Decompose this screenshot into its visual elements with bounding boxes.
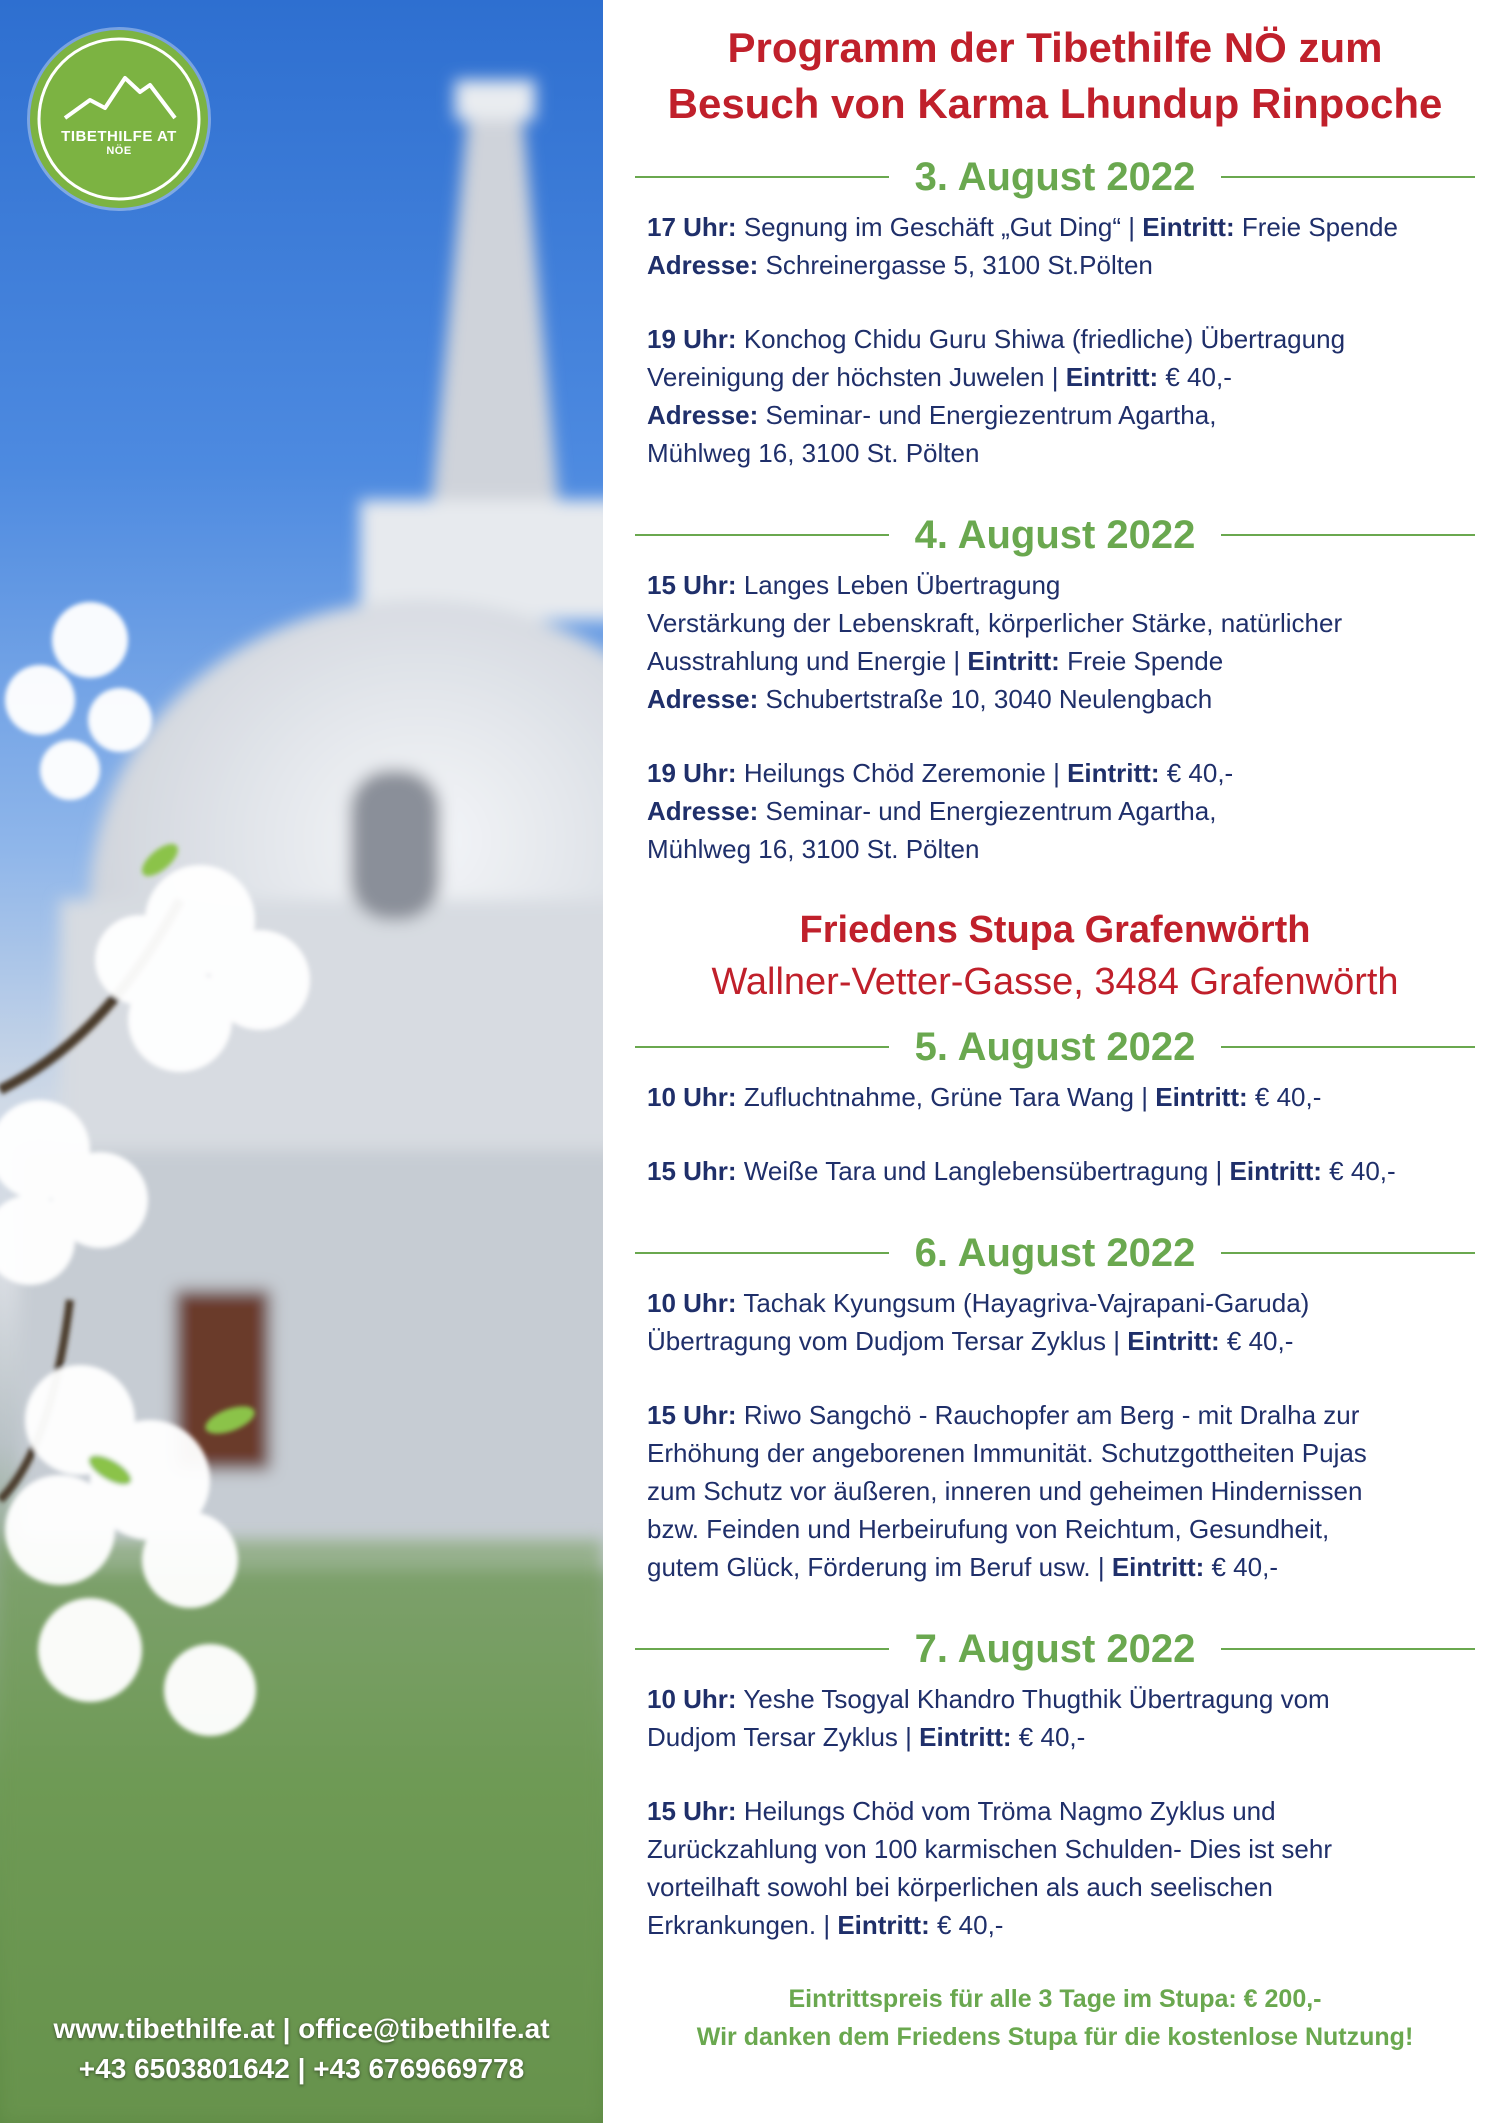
event-entry: 10 Uhr: Tachak Kyungsum (Hayagriva-Vajrapani-Garuda) Übertragung vom Dudjom Tersar Zyklus | Eintritt: € 40,- [647, 1288, 1310, 1356]
event-entry: 15 Uhr: Heilungs Chöd vom Tröma Nagmo Zyklus und Zurückzahlung von 100 karmischen Schulden- Dies ist sehr vorteilhaft sowohl bei körperlichen als auch seelischen Erkrankungen. | Eintritt: € 40,- [647, 1796, 1333, 1940]
venue-name: Friedens Stupa Grafenwörth [799, 909, 1311, 951]
program-content [635, 20, 1475, 2056]
event-entry: 15 Uhr: Weiße Tara und Langlebensübertragung | Eintritt: € 40,- [647, 1156, 1396, 1186]
date-header: 3. August 2022 [635, 150, 1475, 204]
venue-heading [635, 904, 1475, 1008]
thanks-note: Wir danken dem Friedens Stupa für die kostenlose Nutzung! [696, 2023, 1414, 2051]
contact-info [0, 2009, 603, 2089]
stupa-photo [0, 0, 603, 2123]
price-footer [635, 1980, 1475, 2056]
date-header: 6. August 2022 [635, 1226, 1475, 1280]
date-header: 4. August 2022 [635, 508, 1475, 562]
event-entry: 15 Uhr: Langes Leben Übertragung Verstärkung der Lebenskraft, körperlicher Stärke, natürlicher Ausstrahlung und Energie | Eintritt: Freie Spende Adresse: Schubertstraße 10, 3040 Neulengbach [647, 570, 1343, 714]
event-entry: 19 Uhr: Heilungs Chöd Zeremonie | Eintritt: € 40,- Adresse: Seminar- und Energiezentrum Agartha, Mühlweg 16, 3100 St. Pölten [647, 758, 1234, 864]
contact-web-email: www.tibethilfe.at | office@tibethilfe.at [53, 2013, 550, 2044]
event-entry: 10 Uhr: Yeshe Tsogyal Khandro Thugthik Übertragung vom Dudjom Tersar Zyklus | Eintritt: € 40,- [647, 1684, 1330, 1752]
contact-phones: +43 6503801642 | +43 6769669778 [78, 2053, 525, 2084]
event-entry: 19 Uhr: Konchog Chidu Guru Shiwa (friedliche) Übertragung Vereinigung der höchsten Juwelen | Eintritt: € 40,- Adresse: Seminar- und Energiezentrum Agartha, Mühlweg 16, 3100 St. Pölten [647, 324, 1346, 468]
logo-text: TIBETHILFE AT NÖE [61, 128, 177, 157]
event-entry: 10 Uhr: Zufluchtnahme, Grüne Tara Wang | Eintritt: € 40,- [647, 1082, 1322, 1112]
event-entry: 15 Uhr: Riwo Sangchö - Rauchopfer am Berg - mit Dralha zur Erhöhung der angeborenen Immunität. Schutzgottheiten Pujas zum Schutz vor äußeren, inneren und geheimen Hindernissen bzw. Feinden und Herbeirufung von Reichtum, Gesundheit, gutem Glück, Förderung im Beruf usw. | Eintritt: € 40,- [647, 1400, 1367, 1582]
date-header: 7. August 2022 [635, 1622, 1475, 1676]
venue-address: Wallner-Vetter-Gasse, 3484 Grafenwörth [711, 961, 1399, 1003]
event-entry: 17 Uhr: Segnung im Geschäft „Gut Ding“ | Eintritt: Freie Spende Adresse: Schreinergasse 5, 3100 St.Pölten [647, 212, 1398, 280]
date-header: 5. August 2022 [635, 1020, 1475, 1074]
stupa-photo-illustration [0, 0, 603, 2123]
stupa-shape [20, 80, 603, 1570]
total-price-note: Eintrittspreis für alle 3 Tage im Stupa: € 200,- [788, 1985, 1322, 2013]
program-title: Programm der Tibethilfe NÖ zum Besuch von Karma Lhundup Rinpoche [667, 24, 1443, 127]
tibethilfe-logo [30, 30, 208, 208]
mountain-icon [30, 30, 208, 208]
